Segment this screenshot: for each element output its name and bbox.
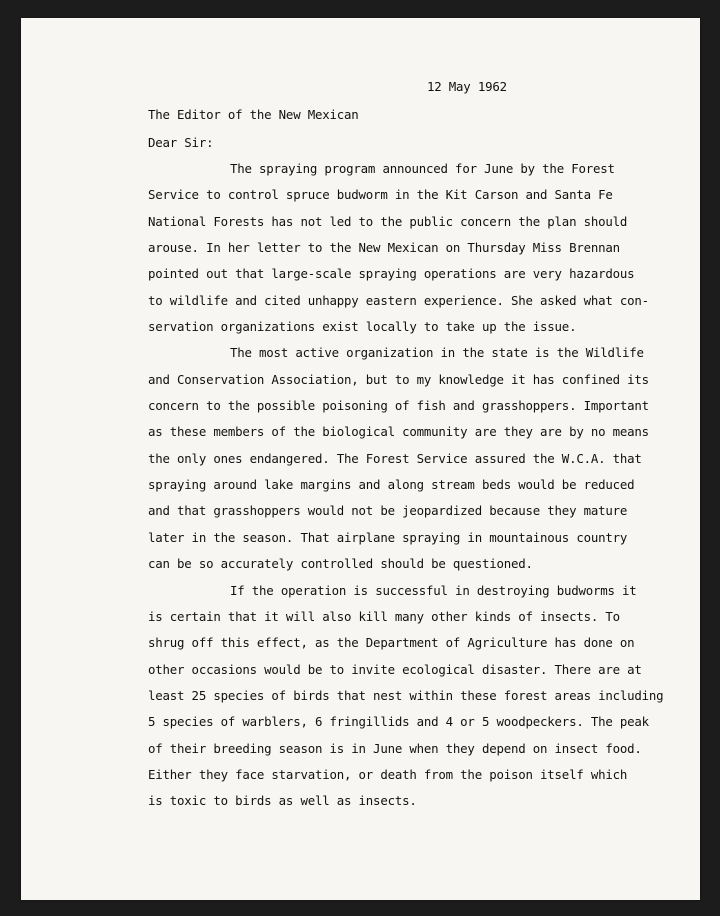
body-line: arouse. In her letter to the New Mexican on Thursday Miss Brennan [148, 240, 620, 255]
letter-date: 12 May 1962 [427, 79, 507, 94]
body-line: If the operation is successful in destroying budworms it [230, 583, 637, 598]
body-line: later in the season. That airplane spraying in mountainous country [148, 530, 628, 545]
body-line: and Conservation Association, but to my knowledge it has confined its [148, 372, 649, 387]
body-line: of their breeding season is in June when they depend on insect food. [148, 741, 642, 756]
body-line: as these members of the biological community are they are by no means [148, 424, 649, 439]
body-line: servation organizations exist locally to take up the issue. [148, 319, 577, 334]
body-line: Either they face starvation, or death from the poison itself which [148, 767, 628, 782]
body-line: is certain that it will also kill many other kinds of insects. To [148, 609, 620, 624]
body-line: 5 species of warblers, 6 fringillids and 4 or 5 woodpeckers. The peak [148, 714, 649, 729]
body-line: pointed out that large-scale spraying operations are very hazardous [148, 266, 635, 281]
body-line: the only ones endangered. The Forest Service assured the W.C.A. that [148, 451, 642, 466]
body-line: is toxic to birds as well as insects. [148, 793, 417, 808]
letter-page [21, 18, 700, 900]
body-line: shrug off this effect, as the Department of Agriculture has done on [148, 635, 635, 650]
body-line: least 25 species of birds that nest within these forest areas including [148, 688, 664, 703]
letter-salutation: Dear Sir: [148, 135, 214, 150]
letter-recipient: The Editor of the New Mexican [148, 107, 359, 122]
body-line: concern to the possible poisoning of fish and grasshoppers. Important [148, 398, 649, 413]
body-line: The most active organization in the state is the Wildlife [230, 345, 644, 360]
body-line: Service to control spruce budworm in the Kit Carson and Santa Fe [148, 187, 613, 202]
body-line: can be so accurately controlled should be questioned. [148, 556, 533, 571]
body-line: and that grasshoppers would not be jeopardized because they mature [148, 503, 628, 518]
body-line: The spraying program announced for June by the Forest [230, 161, 615, 176]
body-line: spraying around lake margins and along stream beds would be reduced [148, 477, 635, 492]
body-line: National Forests has not led to the public concern the plan should [148, 214, 628, 229]
body-line: to wildlife and cited unhappy eastern experience. She asked what con- [148, 293, 649, 308]
body-line: other occasions would be to invite ecological disaster. There are at [148, 662, 642, 677]
